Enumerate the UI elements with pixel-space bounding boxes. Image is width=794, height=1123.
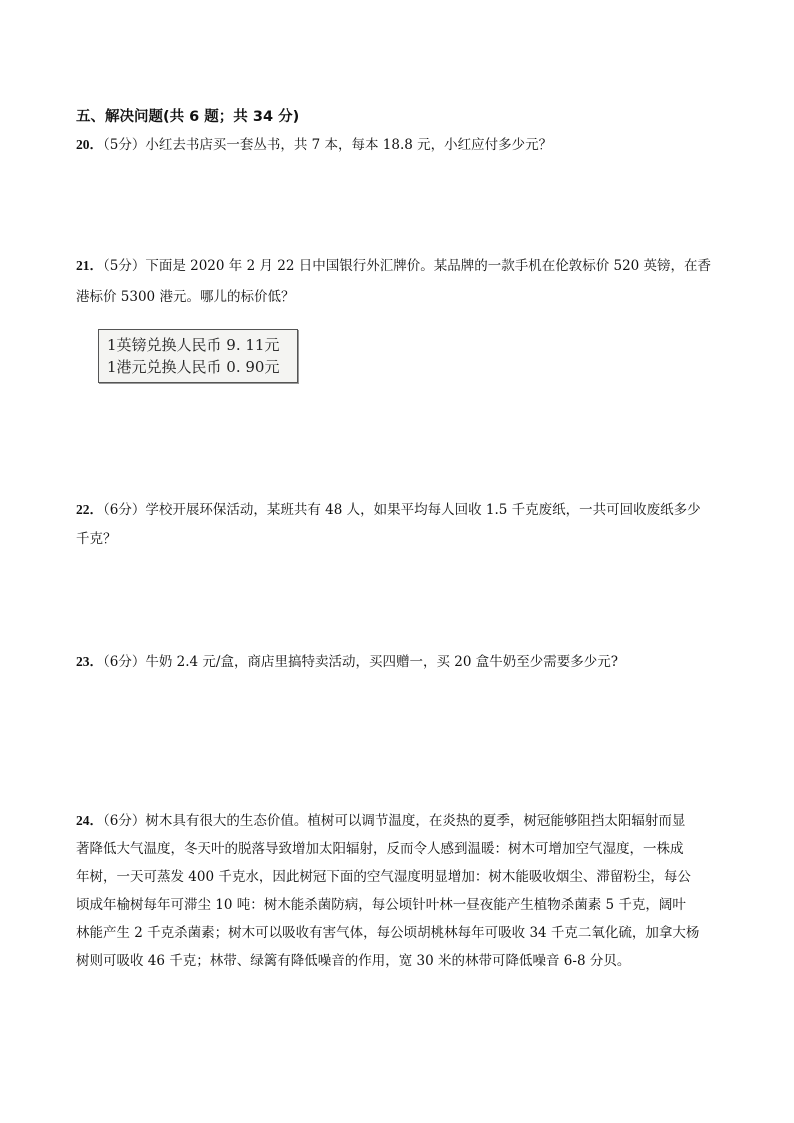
exchange-rate-table: [98, 329, 298, 383]
question-number: 23．: [76, 654, 103, 669]
question-20: [76, 135, 552, 155]
question-text: （6分）学校开展环保活动，某班共有 48 人，如果平均每人回收 1.5 千克废纸，一共可回收废纸多少: [103, 502, 701, 518]
exchange-rate-hkd: 1港元兑换人民币 0. 90元: [107, 358, 280, 376]
question-number: 24．: [76, 813, 103, 828]
section-title: 五、解决问题(共 6 题；共 34 分): [76, 109, 300, 125]
question-24-line-5: 林能产生 2 千克杀菌素；树木可以吸收有害气体，每公顷胡桃林每年可吸收 34 千克二氧化硫，加拿大杨: [76, 925, 700, 941]
question-text: （5分）下面是 2020 年 2 月 22 日中国银行外汇牌价。某品牌的一款手机在伦敦标价 520 英镑，在香: [103, 258, 712, 274]
question-24-line-3: 年树，一天可蒸发 400 千克水，因此树冠下面的空气湿度明显增加：树木能吸收烟尘、滞留粉尘，每公: [76, 869, 691, 885]
question-24-line-2: 著降低大气温度，冬天叶的脱落导致增加太阳辐射，反而令人感到温暖：树木可增加空气湿度，一株成: [76, 841, 684, 857]
question-number: 22．: [76, 502, 103, 517]
question-21-line-2: 港标价 5300 港元。哪儿的标价低？: [76, 289, 295, 305]
question-24-line-1: [76, 811, 716, 839]
question-text: （6分）牛奶 2.4 元/盒，商店里搞特卖活动，买四赠一，买 20 盒牛奶至少需要多少元?: [103, 654, 618, 670]
question-24: [76, 811, 716, 979]
question-text: （5分）小红去书店买一套丛书，共 7 本，每本 18.8 元，小红应付多少元？: [103, 137, 553, 153]
question-22-line-1: [76, 500, 701, 520]
question-number: 21．: [76, 258, 103, 273]
question-21-line-1: [76, 256, 711, 276]
question-24-line-4: 顷成年榆树每年可滞尘 10 吨：树木能杀菌防病，每公顷针叶林一昼夜能产生植物杀菌素 5 千克，阔叶: [76, 897, 686, 913]
question-number: 20．: [76, 137, 103, 152]
question-24-line-6: 树则可吸收 46 千克；林带、绿篱有降低噪音的作用，宽 30 米的林带可降低噪音 6-8 分贝。: [76, 953, 631, 969]
question-23: [76, 652, 618, 672]
question-22-line-2: 千克？: [76, 531, 117, 547]
exchange-rate-gbp: 1英镑兑换人民币 9. 11元: [107, 336, 280, 354]
question-text: （6分）树木具有很大的生态价值。植树可以调节温度，在炎热的夏季，树冠能够阻挡太阳辐射而显: [103, 813, 686, 829]
